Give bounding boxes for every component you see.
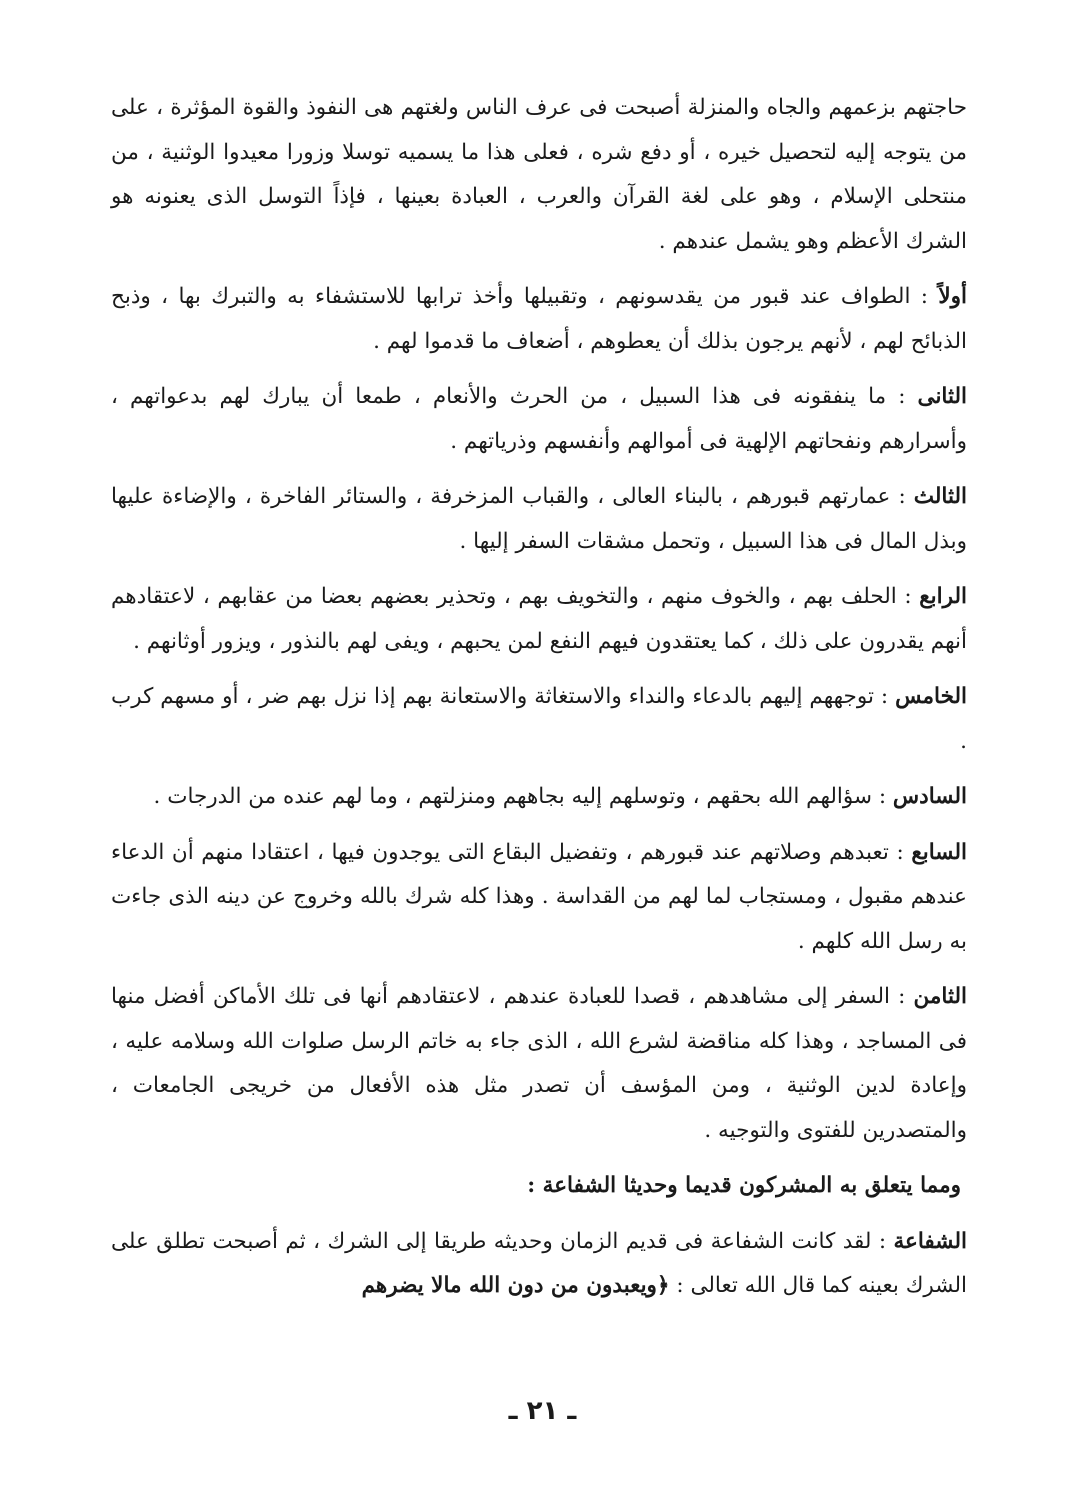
paragraph-third bbox=[111, 475, 967, 564]
paragraph-term: السابع bbox=[911, 839, 967, 865]
paragraph-term: الرابع bbox=[919, 584, 967, 609]
paragraph-intro bbox=[111, 86, 967, 264]
quran-quote: ﴿ويعبدون من دون الله مالا يضرهم bbox=[361, 1273, 670, 1298]
paragraph-text: : ما ينفقونه فى هذا السبيل ، من الحرث والأنعام ، طمعا أن يبارك لهم بدعواتهم ، وأسرارهم ونفحاتهم الإلهية فى أموالهم وأنفسهم وذرياتهم . bbox=[111, 384, 967, 454]
page-number: ـ ٢١ ـ bbox=[508, 1396, 577, 1426]
paragraph-fourth bbox=[111, 575, 967, 664]
paragraph-first bbox=[111, 275, 967, 364]
paragraph-fifth bbox=[111, 675, 967, 764]
paragraph-eighth bbox=[111, 975, 967, 1153]
paragraph-text: حاجتهم بزعمهم والجاه والمنزلة أصبحت فى عرف الناس ولغتهم هى النفوذ والقوة المؤثرة ، على من يتوجه إليه لتحصيل خيره ، أو دفع شره ، فعلى هذا ما يسميه توسلا وزورا معيدوا الوثنية ، من منتحلى الإسلام ، وهو على لغة القرآن والعرب ، العبادة بعينها ، فإذاً التوسل الذى يعنونه هو الشرك الأعظم وهو يشمل عندهم . bbox=[111, 95, 967, 254]
paragraph-term: السادس bbox=[892, 784, 967, 809]
paragraph-text: : الحلف بهم ، والخوف منهم ، والتخويف بهم ، وتحذير بعضهم بعضا من عقابهم ، لاعتقادهم أنهم يقدرون على ذلك ، كما يعتقدون فيهم النفع لمن يحبهم ، ويفى لهم بالنذور ، ويزور أوثانهم . bbox=[111, 584, 967, 654]
section-heading: ومما يتعلق به المشركون قديما وحديثا الشفاعة : bbox=[527, 1173, 961, 1198]
paragraph-text: : الطواف عند قبور من يقدسونهم ، وتقبيلها وأخذ ترابها للاستشفاء به والتبرك بها ، وذبح الذبائح لهم ، لأنهم يرجون بذلك أن يعطوهم ، أضعاف ما قدموا لهم . bbox=[111, 284, 967, 354]
paragraph-second bbox=[111, 375, 967, 464]
paragraph-seventh bbox=[111, 831, 967, 965]
paragraph-term: الثالث bbox=[913, 484, 967, 509]
paragraph-sixth bbox=[111, 775, 967, 820]
paragraph-text: : سؤالهم الله بحقهم ، وتوسلهم إليه بجاههم ومنزلتهم ، وما لهم عنده من الدرجات . bbox=[153, 784, 893, 809]
paragraph-text: : لقد كانت الشفاعة فى قديم الزمان وحديثه طريقا إلى الشرك ، ثم أصبحت تطلق على الشرك بعينه كما قال الله تعالى : bbox=[111, 1228, 967, 1298]
paragraph-term: الخامس bbox=[895, 684, 967, 709]
paragraph-intercession bbox=[111, 1220, 967, 1309]
paragraph-text: : تعبدهم وصلاتهم عند قبورهم ، وتفضيل البقاع التى يوجدون فيها ، اعتقادا منهم أن الدعاء عندهم مقبول ، ومستجاب لما لهم من القداسة . وهذا كله شرك بالله وخروج عن دينه الذى جاءت به رسل الله كلهم . bbox=[111, 839, 967, 954]
paragraph-text: : السفر إلى مشاهدهم ، قصدا للعبادة عندهم ، لاعتقادهم أنها فى تلك الأماكن أفضل منها فى المساجد ، وهذا كله مناقضة لشرع الله ، الذى جاء به خاتم الرسل صلوات الله وسلامه عليه ، وإعادة لدين الوثنية ، ومن المؤسف أن تصدر مثل هذه الأفعال من خريجى الجامعات ، والمتصدرين للفتوى والتوجيه . bbox=[111, 984, 967, 1143]
paragraph-term: الثامن bbox=[913, 984, 967, 1009]
paragraph-text: : توجههم إليهم بالدعاء والنداء والاستغاثة والاستعانة بهم إذا نزل بهم ضر ، أو مسهم كرب . bbox=[111, 684, 967, 754]
paragraph-term: أولاً bbox=[938, 284, 967, 309]
paragraph-term: الثانى bbox=[917, 384, 967, 409]
body-text bbox=[111, 86, 967, 1320]
paragraph-text: : عمارتهم قبورهم ، بالبناء العالى ، والقباب المزخرفة ، والستائر الفاخرة ، والإضاءة عليها وبذل المال فى هذا السبيل ، وتحمل مشقات السفر إليها . bbox=[111, 484, 967, 554]
paragraph-term: الشفاعة bbox=[893, 1228, 967, 1254]
